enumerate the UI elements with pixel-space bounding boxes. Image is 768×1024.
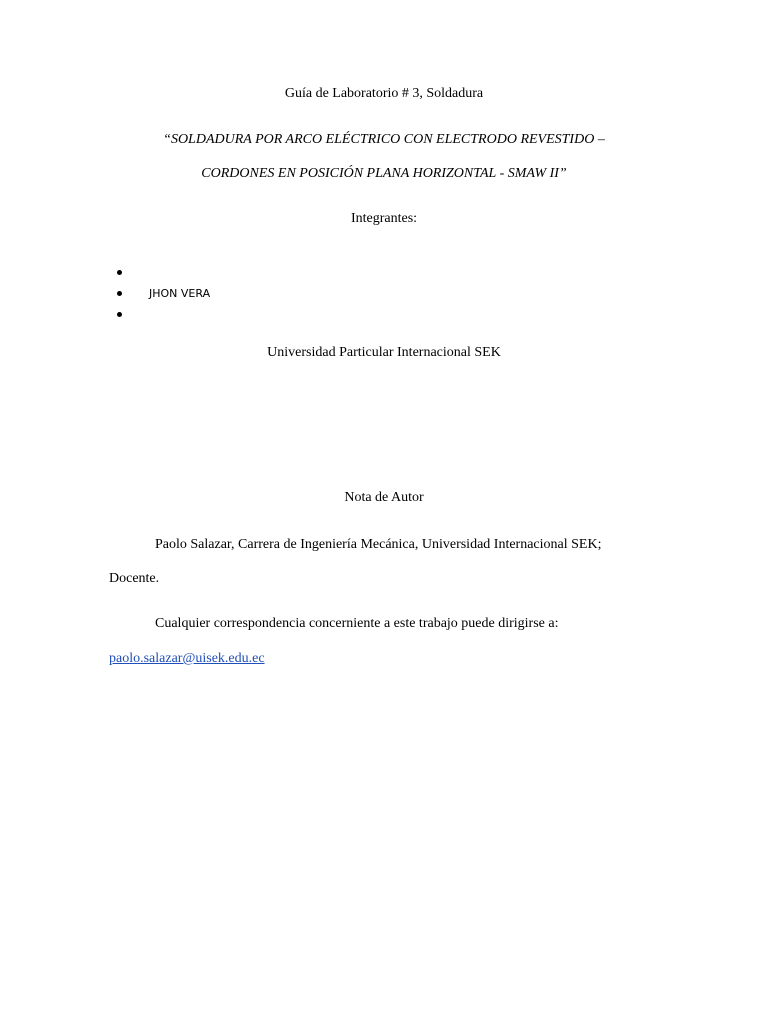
- members-list: [117, 262, 210, 325]
- list-item: [117, 262, 210, 283]
- author-note-title: Nota de Autor: [344, 490, 424, 505]
- author-role: Docente.: [109, 571, 160, 586]
- member-name: JHON VERA: [149, 287, 211, 300]
- document-title-line-2: CORDONES EN POSICIÓN PLANA HORIZONTAL - SMAW II”: [201, 166, 567, 181]
- correspondence-text: Cualquier correspondencia concerniente a este trabajo puede dirigirse a:: [155, 616, 559, 631]
- email-link[interactable]: paolo.salazar@uisek.edu.ec: [109, 651, 265, 666]
- document-title-line-1: “SOLDADURA POR ARCO ELÉCTRICO CON ELECTRODO REVESTIDO –: [163, 132, 605, 147]
- members-label: Integrantes:: [350, 211, 418, 226]
- list-item: [117, 283, 210, 304]
- university-name: Universidad Particular Internacional SEK: [267, 345, 501, 360]
- bullet-icon: [117, 312, 122, 317]
- lab-guide-heading: Guía de Laboratorio # 3, Soldadura: [284, 86, 484, 101]
- list-item: [117, 304, 210, 325]
- bullet-icon: [117, 270, 122, 275]
- bullet-icon: [117, 291, 122, 296]
- author-line: Paolo Salazar, Carrera de Ingeniería Mecánica, Universidad Internacional SEK;: [155, 537, 602, 552]
